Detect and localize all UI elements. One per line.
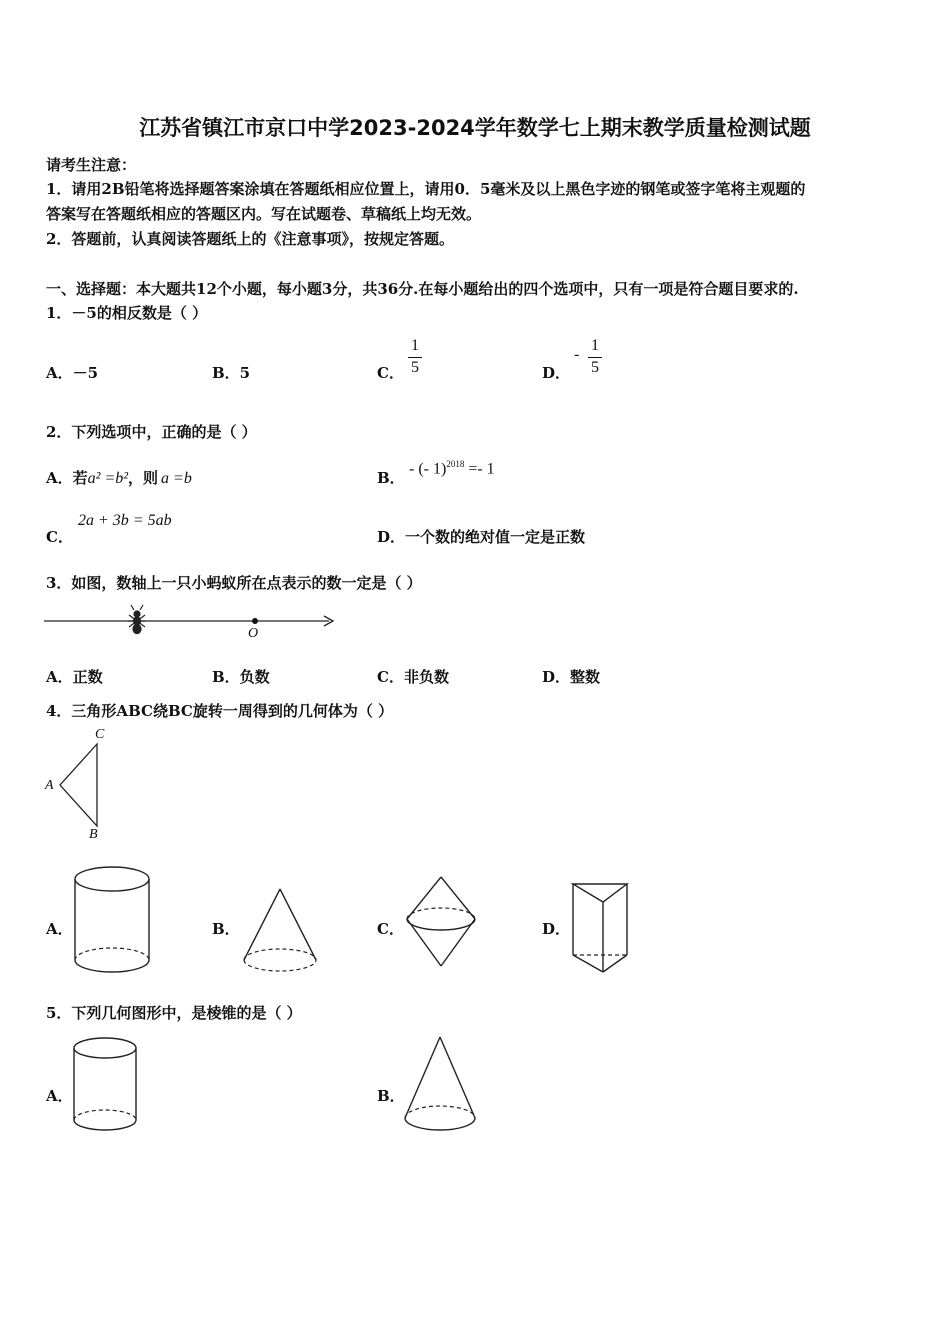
q1-option-a[interactable]: A．－5 <box>46 364 99 382</box>
triangle-abc-figure <box>44 728 114 843</box>
q2-option-a-label: A．若 <box>46 469 88 487</box>
q3-option-a[interactable]: A．正数 <box>46 668 103 686</box>
page-title: 江苏省镇江市京口中学2023-2024学年数学七上期末教学质量检测试题 <box>139 116 811 140</box>
q4-option-c[interactable]: C． <box>377 920 404 938</box>
q4-option-b[interactable]: B． <box>212 920 240 938</box>
fraction-denominator: 5 <box>591 359 599 376</box>
vertex-c-label: C <box>95 727 105 742</box>
q1-option-d[interactable]: D． <box>542 364 571 382</box>
q2-option-a-mid: ，则 <box>128 469 159 487</box>
q1-option-d-fraction <box>588 337 602 377</box>
q4-stem: 4．三角形ABC绕BC旋转一周得到的几何体为（ ） <box>46 702 394 720</box>
q3-option-d[interactable]: D．整数 <box>542 668 601 686</box>
section-heading: 一、选择题：本大题共12个小题，每小题3分，共36分.在每小题给出的四个选项中，只有一项是符合题目要求的. <box>46 280 799 298</box>
q1-option-d-sign: - <box>574 346 580 363</box>
q2-option-a[interactable] <box>46 467 192 488</box>
q2-option-b-base: - (- 1) <box>409 460 447 478</box>
notice-line-1: 1．请用2B铅笔将选择题答案涂填在答题纸相应位置上，请用0．5毫米及以上黑色字迹的钢笔或签字笔将主观题的 <box>46 180 806 198</box>
q2-option-b-rest: =- 1 <box>464 460 495 478</box>
q1-option-c-fraction <box>408 337 422 377</box>
q2-option-a-expr: a² =b² <box>87 470 129 487</box>
q5-option-a[interactable]: A． <box>46 1087 73 1105</box>
fraction-numerator: 1 <box>411 337 419 354</box>
fraction-numerator: 1 <box>591 337 599 354</box>
q2-option-b[interactable]: B． <box>377 469 405 487</box>
q5-cylinder-figure <box>72 1034 142 1136</box>
origin-point <box>252 618 258 624</box>
double-cone-figure <box>404 874 480 972</box>
vertex-b-label: B <box>89 827 98 842</box>
cone-figure <box>240 884 322 979</box>
q3-option-c[interactable]: C．非负数 <box>377 668 449 686</box>
q5-cone-figure <box>402 1034 482 1138</box>
triangle-abc <box>60 744 97 826</box>
q2-option-b-exponent: 2018 <box>446 459 465 469</box>
q5-stem: 5．下列几何图形中，是棱锥的是（ ） <box>46 1004 302 1022</box>
cylinder-figure <box>72 864 154 976</box>
q3-option-b[interactable]: B．负数 <box>212 668 270 686</box>
q4-option-d[interactable]: D． <box>542 920 571 938</box>
fraction-denominator: 5 <box>411 359 419 376</box>
origin-label: O <box>248 626 259 641</box>
notice-line-3: 2．答题前，认真阅读答题纸上的《注意事项》，按规定答题。 <box>46 230 454 248</box>
q2-stem: 2．下列选项中，正确的是（ ） <box>46 423 257 441</box>
q2-option-d[interactable]: D．一个数的绝对值一定是正数 <box>377 528 586 546</box>
triangular-prism-figure <box>569 880 635 978</box>
q2-option-c[interactable]: C． <box>46 528 73 546</box>
q1-stem: 1．－5的相反数是（ ） <box>46 304 208 322</box>
ant-icon <box>128 605 146 634</box>
q1-option-c[interactable]: C． <box>377 364 404 382</box>
q4-option-a[interactable]: A． <box>46 920 73 938</box>
vertex-a-label: A <box>45 778 54 793</box>
number-line-figure <box>44 604 339 644</box>
q1-option-b[interactable]: B．5 <box>212 364 251 382</box>
notice-line-2: 答案写在答题纸相应的答题区内。写在试题卷、草稿纸上均无效。 <box>46 205 482 223</box>
q2-option-c-expr: 2a + 3b = 5ab <box>78 512 172 529</box>
q5-option-b[interactable]: B． <box>377 1087 405 1105</box>
q2-option-a-expr2: a =b <box>161 470 192 487</box>
q2-option-b-expr <box>409 459 495 478</box>
q3-stem: 3．如图，数轴上一只小蚂蚁所在点表示的数一定是（ ） <box>46 574 422 592</box>
notice-heading: 请考生注意： <box>46 156 137 174</box>
